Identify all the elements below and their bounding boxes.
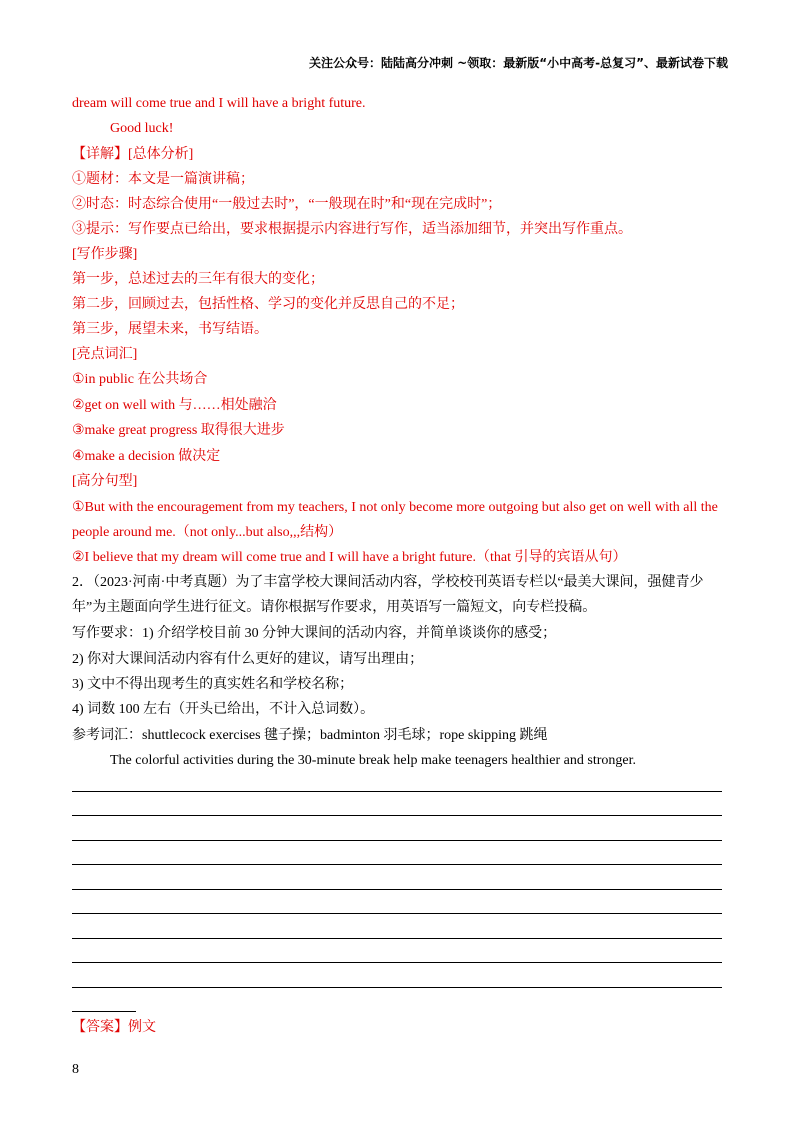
step-item: 第二步，回顾过去，包括性格、学习的变化并反思自己的不足； [72, 297, 464, 312]
writing-line-short [72, 1011, 136, 1012]
analysis-point: ①题材：本文是一篇演讲稿； [72, 172, 254, 187]
writing-line [72, 938, 722, 939]
writing-line [72, 913, 722, 914]
vocab-item: ④make a decision 做决定 [72, 449, 221, 464]
writing-line [72, 840, 722, 841]
writing-line [72, 815, 722, 816]
writing-line [72, 791, 722, 792]
vocab-title: [亮点词汇] [72, 347, 138, 362]
answer-label: 【答案】例文 [72, 1020, 156, 1035]
analysis-title: 【详解】[总体分析] [72, 147, 194, 162]
writing-line [72, 962, 722, 963]
reference-words: 参考词汇：shuttlecock exercises 毽子操；badminton 羽毛球；rope skipping 跳绳 [72, 728, 548, 743]
answer-closing: Good luck! [110, 121, 174, 136]
step-item: 第三步，展望未来，书写结语。 [72, 322, 268, 337]
vocab-item: ①in public 在公共场合 [72, 372, 208, 387]
question-2-line: 2．（2023·河南·中考真题）为了丰富学校大课间活动内容，学校校刊英语专栏以“最美大课间，强健青少 [72, 575, 704, 590]
sentence-item: people around me.（not only...but also,,,结构） [72, 525, 343, 540]
writing-line [72, 864, 722, 865]
analysis-point: ②时态：时态综合使用“一般过去时”，“一般现在时”和“现在完成时”； [72, 197, 502, 212]
writing-line [72, 889, 722, 890]
steps-title: [写作步骤] [72, 247, 138, 262]
sentence-item: ②I believe that my dream will come true and I will have a bright future.（that 引导的宾语从句） [72, 550, 627, 565]
page-header: 关注公众号：陆陆高分冲刺 ~领取：最新版“小中高考-总复习”、最新试卷下载 [309, 56, 728, 70]
writing-line [72, 987, 722, 988]
answer-tail-line: dream will come true and I will have a bright future. [72, 96, 366, 111]
sentences-title: [高分句型] [72, 474, 138, 489]
analysis-point: ③提示：写作要点已给出，要求根据提示内容进行写作，适当添加细节，并突出写作重点。 [72, 222, 632, 237]
vocab-item: ②get on well with 与……相处融洽 [72, 398, 277, 413]
vocab-item: ③make great progress 取得很大进步 [72, 423, 285, 438]
requirement-item: 3) 文中不得出现考生的真实姓名和学校名称； [72, 677, 354, 692]
opening-sentence: The colorful activities during the 30-minute break help make teenagers healthier and stronger. [110, 753, 636, 768]
requirement-item: 写作要求：1) 介绍学校目前 30 分钟大课间的活动内容，并简单谈谈你的感受； [72, 626, 557, 641]
requirement-item: 2) 你对大课间活动内容有什么更好的建议，请写出理由； [72, 652, 424, 667]
question-2-line: 年”为主题面向学生进行征文。请你根据写作要求，用英语写一篇短文，向专栏投稿。 [72, 600, 597, 615]
sentence-item: ①But with the encouragement from my teachers, I not only become more outgoing but also get on well with all the [72, 500, 718, 515]
step-item: 第一步，总述过去的三年有很大的变化； [72, 272, 324, 287]
page-number: 8 [72, 1062, 79, 1077]
requirement-item: 4) 词数 100 左右（开头已给出，不计入总词数）。 [72, 702, 375, 717]
